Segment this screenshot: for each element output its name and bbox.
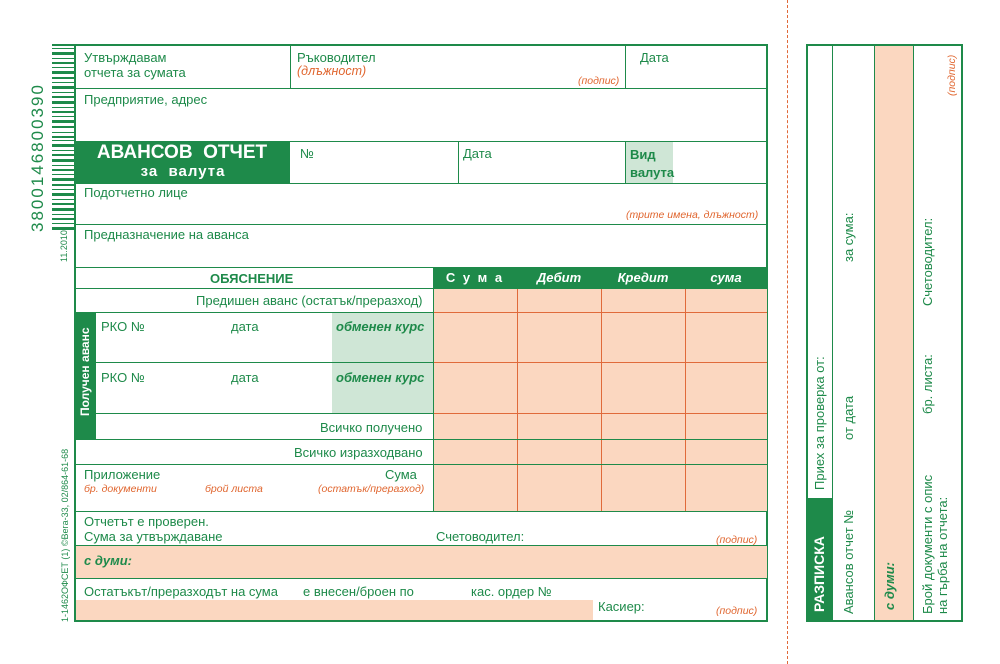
receipt-for-sum: за сума: [841, 212, 856, 262]
rko1-rate-label: обменен курс [336, 319, 425, 334]
person-hint: (трите имена, длъжност) [626, 209, 759, 221]
rko2-rate-label: обменен курс [336, 370, 425, 385]
docs-count-hint: бр. документи [84, 483, 157, 495]
enterprise-label: Предприятие, адрес [84, 92, 208, 107]
manager-signature-hint: (подпис) [578, 75, 620, 87]
approve-label: Утвърждавам отчета за сумата [84, 50, 186, 80]
footer-accountant-signature-hint: (подпис) [716, 534, 758, 546]
in-words-field[interactable] [76, 546, 767, 578]
receipt-docs-count: Брой документи с опис на гърба на отчета: [920, 474, 950, 614]
attachment-label: Приложение [84, 467, 161, 482]
purpose-label: Предназначение на аванса [84, 227, 249, 242]
rko1-label: РКО № [101, 319, 145, 334]
manager-role-hint: (длъжност) [297, 64, 367, 78]
col-sum-header: С у м а [445, 270, 505, 285]
col-debit-header: Дебит [536, 270, 582, 285]
rko1-date-label: дата [231, 319, 259, 334]
amounts-grid[interactable] [433, 289, 767, 511]
cash-order-label: кас. ордер № [471, 584, 552, 599]
total-spent-label: Всичко изразходвано [294, 445, 423, 460]
currency-label: Вид валута [630, 147, 675, 180]
receipt-report-no: Авансов отчет № [841, 509, 856, 614]
rko2-label: РКО № [101, 370, 145, 385]
cashier-label: Касиер: [598, 599, 645, 614]
receipt-accountant: Счетоводител: [920, 217, 935, 306]
date-code: 11.2010 [59, 230, 69, 262]
printer-code: 1-1462ОФСЕТ (1) ©Вега-33, 02/864-61-68 [60, 448, 70, 622]
receipt-words-field[interactable] [875, 46, 913, 620]
cash-order-field[interactable] [76, 600, 593, 620]
total-received-label: Всичко получено [320, 420, 423, 435]
attachment-sum-label: Сума [385, 467, 417, 482]
col-credit-header: Кредит [617, 270, 669, 285]
receipt-sheets: бр. листа: [920, 354, 935, 414]
report-number-label: № [300, 146, 314, 161]
prev-advance-label: Предишен аванс (остатък/преразход) [196, 293, 423, 308]
sheets-count-hint: брой листа [205, 483, 263, 495]
rko2-date-label: дата [231, 370, 259, 385]
report-subtitle: за валута [140, 163, 226, 180]
explanation-header: ОБЯСНЕНИЕ [210, 271, 294, 286]
approve-date-label: Дата [640, 50, 669, 65]
receipt-in-words: с думи: [882, 562, 897, 610]
attachment-sum-hint: (остатък/преразход) [318, 483, 425, 495]
barcode [52, 44, 74, 232]
cashier-signature-hint: (подпис) [716, 605, 758, 617]
in-words-label: с думи: [84, 553, 132, 568]
cut-line [787, 0, 788, 664]
manager-label: Ръководител [297, 50, 376, 65]
receipt-title: РАЗПИСКА [811, 536, 827, 612]
barcode-number: 3800146800390 [28, 83, 47, 232]
received-advance-label: Получен аванс [78, 327, 92, 416]
report-date-label: Дата [463, 146, 492, 161]
receipt-received-from: Приех за проверка от: [812, 356, 827, 490]
paid-label: е внесен/броен по [303, 584, 414, 599]
footer-accountant-label: Счетоводител: [436, 529, 525, 544]
person-label: Подотчетно лице [84, 185, 188, 200]
checked-label: Отчетът е проверен. Сума за утвърждаване [84, 514, 223, 544]
col-amount-header: сума [710, 270, 742, 285]
receipt-signature-hint: (подпис) [946, 54, 958, 96]
report-title: АВАНСОВ ОТЧЕТ [96, 142, 268, 163]
receipt-from-date: от дата [841, 395, 856, 440]
remainder-label: Остатъкът/преразходът на сума [84, 584, 278, 599]
